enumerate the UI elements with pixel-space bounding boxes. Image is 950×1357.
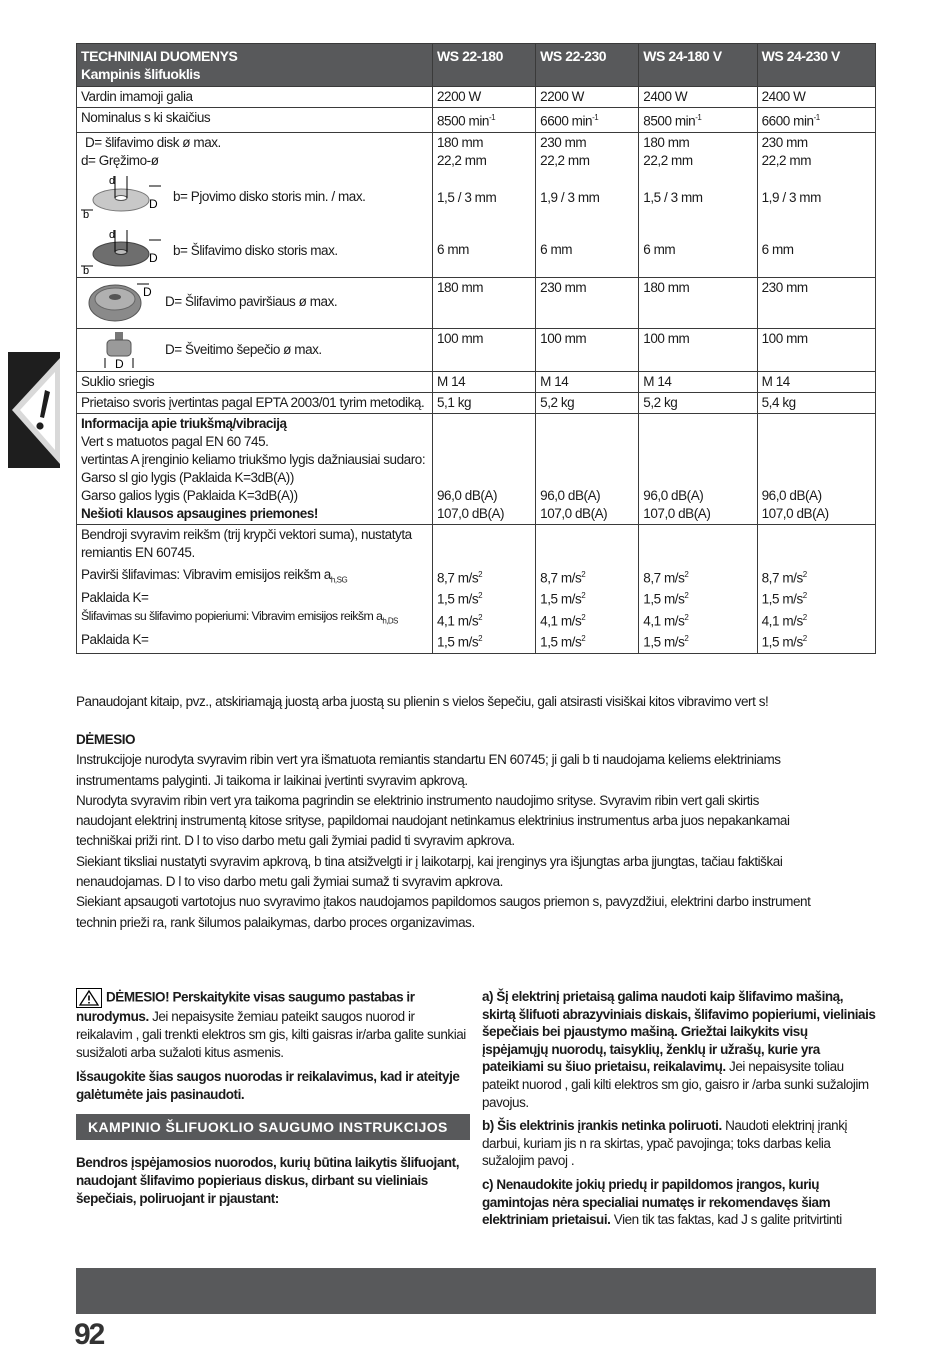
table-cell: M 14 [639,371,757,392]
left-column [76,988,470,1214]
attention-heading: DĖMESIO [76,732,136,747]
table-row [77,108,876,133]
value-text: 8,7 m/s [761,570,803,585]
value-text: 1,5 m/s [540,634,582,650]
diagram-label: b [83,208,89,221]
safety-warning-paragraph [76,988,470,1062]
table-cell: 180 mm [639,277,757,328]
table-cell: M 14 [433,371,536,392]
vibration-info-cell [77,524,433,653]
value-text: 8,7 m/s [643,570,685,585]
noise-heading: Informacija apie triukšmą/vibraciją [81,415,287,431]
table-cell [536,132,639,277]
hearing-protection-warning: Nešioti klausos apsaugines priemones! [81,505,318,521]
cell-value: 22,2 mm [643,152,693,168]
table-cell: M 14 [536,371,639,392]
attention-text: instrumentams palyginti. Ji taikoma ir laikinai įvertinti svyravim apkrovą. [76,772,468,788]
table-cell [536,413,639,524]
value-text: 1,5 m/s [437,634,479,650]
unit-superscript: 2 [684,569,689,579]
table-cell [757,413,875,524]
table-cell [536,524,639,653]
label-text: Pavirši šlifavimas: Vibravim emisijos reikšm a [81,566,331,582]
instruction-bold: c) Nenaudokite jokių priedų ir papildomos įrangos, kurių gamintojas nėra specialiai numatęs ir rekomendavęs šiam elektriniam prietaisui. [482,1176,831,1228]
row-label-cell [77,277,433,328]
unit-superscript: 2 [581,569,586,579]
attention-text: Nurodyta svyravim ribin vert yra taikoma pagrindin se elektrinio instrumento naudojimo srityse. Svyravim ribin vert gali skirtis [76,792,759,808]
row-label: Suklio sriegis [77,371,433,392]
value-text: 1,5 m/s [761,591,803,607]
uncertainty-label: Paklaida K= [81,590,149,606]
cutting-disc-diagram-icon [81,172,161,222]
cell-value [643,587,752,609]
unit-superscript: 2 [478,612,483,622]
value-text: 1,5 m/s [437,591,479,607]
table-title-line1: TECHNINIAI DUOMENYS [81,48,238,64]
noise-pressure-label: Garso sl gio lygis (Paklaida K=3dB(A)) [81,469,294,485]
value-text: 1,5 m/s [540,591,582,607]
table-cell [433,524,536,653]
unit-superscript: -1 [813,113,820,122]
diagram-label: d [109,174,115,187]
cell-value [762,609,871,631]
value-text: 4,1 m/s [761,613,803,628]
cell-value [762,587,871,609]
table-cell: 2400 W [639,87,757,108]
cell-value: 107,0 dB(A) [437,505,505,521]
attention-text: Instrukcijoje nurodyta svyravim ribin vert yra išmatuota remiantis standartu EN 60745; ji gali b ti naudojama keliems elektriniams [76,752,781,768]
cell-value [643,630,752,652]
model-header: WS 22-230 [536,44,639,87]
instruction-a [482,988,876,1111]
footer-bar [76,1268,876,1314]
right-column [482,988,876,1235]
unit-superscript: -1 [592,113,599,122]
cell-value: 6600 min [761,113,814,129]
attention-text: technin prieži ra, rank šilumos palaikymas, darbo proces organizavimas. [76,914,475,930]
instruction-text: Jei nepaisysite toliau pateikt nuorod , gali kilti elektros sm gio, gaisro ir /arba sunki sužalojim pavojus. [482,1059,869,1110]
unit-superscript: -1 [488,113,496,122]
vibration-sanding-label [81,607,428,630]
table-cell: 2200 W [536,87,639,108]
grinding-disc-diagram-icon [81,226,161,276]
unit-superscript: 2 [478,569,483,579]
attention-text: naudojant elektrinį instrumentą kitose srityse, papildomai naudojant netinkamus elektrinius instrumentus arba juos nepakankamai [76,813,790,829]
cell-value: 22,2 mm [540,152,590,168]
value-text: 8,7 m/s [437,570,479,585]
table-cell [433,413,536,524]
attention-section [76,730,866,933]
vibration-intro: Bendroji svyravim reikšm (trij krypči vektori suma), nustatyta remiantis EN 60745. [81,526,412,560]
unit-superscript: 2 [581,634,586,643]
table-row [77,328,876,371]
cell-value: 107,0 dB(A) [761,505,829,521]
cell-value: 180 mm [643,134,690,150]
cell-value [437,587,531,609]
table-row [77,413,876,524]
cell-value [540,566,634,588]
table-cell: 100 mm [639,328,757,371]
common-warnings-text: Bendros įspėjamosios nuorodos, kurių būtina laikytis šlifuojant, naudojant šlifavimo popieriaus diskus, dirbant su vieliniais šepečiais, poliruojant ir pjaustant: [76,1155,460,1206]
unit-superscript: 2 [802,591,807,600]
table-cell: 100 mm [536,328,639,371]
row-label: D= šlifavimo disk ø max. [85,134,221,150]
table-cell [639,524,757,653]
label-subscript: h,DS [382,616,398,626]
instruction-c [482,1176,876,1229]
diagram-label: D [143,284,152,299]
table-row [77,132,876,277]
model-header: WS 24-180 V [639,44,757,87]
value-text: 4,1 m/s [540,613,582,628]
cell-value: 107,0 dB(A) [643,505,711,521]
row-label: Prietaiso svoris įvertintas pagal EPTA 2003/01 tyrim metodiką. [77,392,433,413]
cell-value: 96,0 dB(A) [540,487,601,503]
table-cell: 100 mm [757,328,875,371]
value-text: 4,1 m/s [643,613,685,628]
wire-brush-diagram-icon [81,330,153,370]
table-cell: 5,2 kg [536,392,639,413]
table-cell: 100 mm [433,328,536,371]
table-cell: 5,1 kg [433,392,536,413]
warning-bold-text: DĖMESIO! Perskaitykite visas saugumo pastabas ir nurodymus. [76,989,415,1024]
cell-value [762,566,871,588]
attention-text: Siekiant apsaugoti vartotojus nuo svyravimo įtakos naudojamos papildomos saugos priemon s, pavyzdžiui, elektrini darbo instrument [76,894,811,910]
vibration-note: Panaudojant kitaip, pvz., atskiriamąją juostą arba juostą su plienin s vielos šepečiu, gali atsirasti visiškai kitos vibravimo vert s! [76,694,769,709]
row-label: b= Pjovimo disko storis min. / max. [173,188,366,204]
instruction-text: Naudoti elektrinį įrankį darbui, kuriam jis n ra skirtas, ypač pavojinga; toks darbas kelia sužalojim pavoj . [482,1118,848,1169]
table-cell: 5,2 kg [639,392,757,413]
table-cell: 2200 W [433,87,536,108]
table-title [77,44,433,87]
cell-value: 1,5 / 3 mm [437,189,497,205]
unit-superscript: 2 [478,634,483,643]
attention-text: techniškai priži rint. D l to viso darbo metu gali žymiai padid ti svyravim apkrova. [76,833,515,849]
unit-superscript: 2 [684,591,689,600]
table-cell [757,132,875,277]
keep-instructions-text: Išsaugokite šias saugos nuorodas ir reikalavimus, kad ir ateityje galėtumėte jais pasinaudoti. [76,1069,460,1102]
uncertainty-label: Paklaida K= [81,631,149,647]
row-label: D= Šlifavimo paviršiaus ø max. [165,293,338,309]
cell-value: 22,2 mm [761,152,811,168]
noise-text: vertintas A įrenginio keliamo triukšmo lygis dažniausiai sudaro: [81,451,426,467]
cell-value: 8500 min [643,113,696,129]
cell-value [437,630,531,652]
model-header: WS 24-230 V [757,44,875,87]
table-cell [433,108,536,133]
page-number: 92 [74,1318,104,1351]
unit-superscript: 2 [581,612,586,622]
cell-value: 230 mm [761,134,808,150]
cell-value: 96,0 dB(A) [437,487,498,503]
cell-value: 8500 min [437,113,489,129]
value-text: 8,7 m/s [540,570,582,585]
row-label: d= Gręžimo-ø [81,152,159,168]
cell-value: 6600 min [540,113,593,129]
table-cell [639,132,757,277]
cell-value: 180 mm [437,134,484,150]
model-header: WS 22-180 [433,44,536,87]
cell-value: 96,0 dB(A) [643,487,704,503]
instruction-bold: a) Šį elektrinį prietaisą galima naudoti kaip šlifavimo mašiną, skirtą šlifuoti abrazyviniais diskais, šlifavimo popieriumi, vieliniais šepečiais bei pjaustymo mašiną. Griežtai laikykits visų įspėjamųjų nuorodų, taisyklių, ženklų ir užrašų, kurie yra pateikiami su šiuo prietaisu, reikalavimų. [482,989,876,1075]
vibration-surface-label [81,566,428,590]
cell-value: 1,9 / 3 mm [540,189,600,205]
table-cell [757,108,875,133]
cell-value: 6 mm [540,241,573,257]
diagram-label: D [115,356,124,370]
noise-text: Vert s matuotos pagal EN 60 745. [81,433,269,449]
diagram-label: D [149,250,158,265]
unit-superscript: 2 [802,612,807,622]
table-cell [639,108,757,133]
cell-value [540,587,634,609]
value-text: 1,5 m/s [643,591,685,607]
unit-superscript: 2 [478,591,483,600]
label-subscript: h,SG [330,575,348,585]
cell-value [437,566,531,588]
cell-value [643,566,752,588]
warning-triangle-icon [8,352,60,468]
row-label: D= Šveitimo šepečio ø max. [165,341,322,357]
cell-value: 96,0 dB(A) [761,487,822,503]
cell-value: 22,2 mm [437,152,487,168]
attention-text: Siekiant tiksliai nustatyti svyravim apkrovą, b tina atsižvelgti ir į laikotarpį, kai įrenginys yra išjungtas arba įjungtas, tačiau faktiškai [76,853,783,869]
unit-superscript: 2 [684,612,689,622]
instruction-text: Vien tik tas faktas, kad J s galite pritvirtinti [610,1212,842,1228]
attention-text: nenaudojamas. D l to viso darbo metu gali žymiai sumaž ti svyravim apkrova. [76,874,503,890]
value-text: 1,5 m/s [643,634,685,650]
unit-superscript: 2 [581,591,586,600]
cell-value: 107,0 dB(A) [540,505,608,521]
table-cell: 180 mm [433,277,536,328]
noise-power-label: Garso galios lygis (Paklaida K=3dB(A)) [81,487,298,503]
row-label-cell [77,328,433,371]
table-cell [639,413,757,524]
diagram-label: d [109,228,115,241]
warning-side-tab [8,352,60,468]
unit-superscript: 2 [684,634,689,643]
table-cell: 230 mm [536,277,639,328]
table-cell: 5,4 kg [757,392,875,413]
table-row [77,371,876,392]
row-label: Nominalus s ki skaičius [77,108,433,133]
instruction-bold: b) Šis elektrinis įrankis netinka poliruoti. [482,1118,722,1134]
section-title-bar: KAMPINIO ŠLIFUOKLIO SAUGUMO INSTRUKCIJOS [76,1114,470,1140]
unit-superscript: 2 [802,569,807,579]
table-row [77,277,876,328]
cell-value: 6 mm [643,241,676,257]
warning-triangle-icon [76,988,102,1008]
table-cell: M 14 [757,371,875,392]
cell-value: 6 mm [761,241,794,257]
cell-value: 6 mm [437,241,469,257]
table-title-line2: Kampinis šlifuoklis [81,66,201,82]
unit-superscript: -1 [695,113,702,122]
disc-dimensions-cell [77,132,433,277]
value-text: 4,1 m/s [437,613,479,628]
unit-superscript: 2 [802,634,807,643]
table-cell [433,132,536,277]
warning-text: Jei nepaisysite žemiau pateikt saugos nuorod ir reikalavim , gali trenkti elektros sm gis, kilti gaisras ir/arba galite sunkiai susižaloti arba sužaloti kitus asmenis. [76,1009,466,1060]
sanding-disc-diagram-icon [81,279,153,325]
table-cell: 230 mm [757,277,875,328]
table-cell: 2400 W [757,87,875,108]
cell-value [540,609,634,631]
cell-value [762,630,871,652]
table-row [77,87,876,108]
table-row [77,524,876,653]
diagram-label: b [83,264,89,276]
cell-value [540,630,634,652]
diagram-label: D [149,196,158,211]
table-row [77,392,876,413]
instruction-b [482,1117,876,1170]
cell-value [437,609,531,631]
value-text: 1,5 m/s [761,634,803,650]
row-label: Vardin imamoji galia [77,87,433,108]
cell-value [643,609,752,631]
cell-value: 1,9 / 3 mm [761,189,821,205]
cell-value: 1,5 / 3 mm [643,189,703,205]
table-header-row [77,44,876,87]
cell-value: 230 mm [540,134,587,150]
technical-data-table [76,43,876,654]
table-cell [536,108,639,133]
row-label: b= Šlifavimo disko storis max. [173,242,338,258]
noise-info-cell [77,413,433,524]
label-text: Šlifavimas su šlifavimo popieriumi: Vibravim emisijos reikšm a [81,609,383,624]
table-cell [757,524,875,653]
